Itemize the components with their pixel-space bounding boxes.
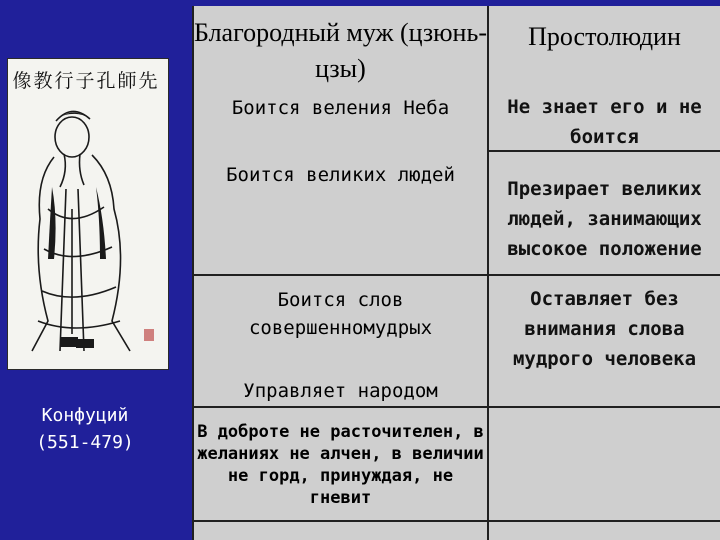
row1-left: Боится веления Неба xyxy=(231,97,450,119)
row3-left: Боится слов совершенномудрых xyxy=(248,289,433,339)
confucius-portrait xyxy=(7,58,169,370)
row2-left: Боится великих людей xyxy=(226,164,455,186)
row5-left: В доброте не расточителен, в желаниях не алчен, в величии не горд, принуждая, не гневит xyxy=(197,422,484,508)
portrait-caption-years: (551-479) xyxy=(36,432,134,453)
confucius-figure-drawing xyxy=(8,59,168,369)
row1-right: Не знает его и не боится xyxy=(507,96,702,148)
table-bottom-border xyxy=(192,520,720,522)
comparison-table xyxy=(192,6,720,540)
row5-right xyxy=(489,410,720,520)
portrait-inscription: 像教行子孔師先 xyxy=(12,70,160,92)
portrait-caption-name: Конфуций xyxy=(41,405,129,426)
row2-right: Презирает великих людей, занимающих высокое положение xyxy=(507,178,702,260)
row4-right xyxy=(489,376,720,406)
header-noble-man: Благородный муж (цзюнь-цзы) xyxy=(194,18,487,83)
row3-right: Оставляет без внимания слова мудрого человека xyxy=(512,288,697,370)
row4-left: Управляет народом xyxy=(243,380,438,402)
header-commoner: Простолюдин xyxy=(528,22,681,51)
row-divider xyxy=(192,406,720,408)
